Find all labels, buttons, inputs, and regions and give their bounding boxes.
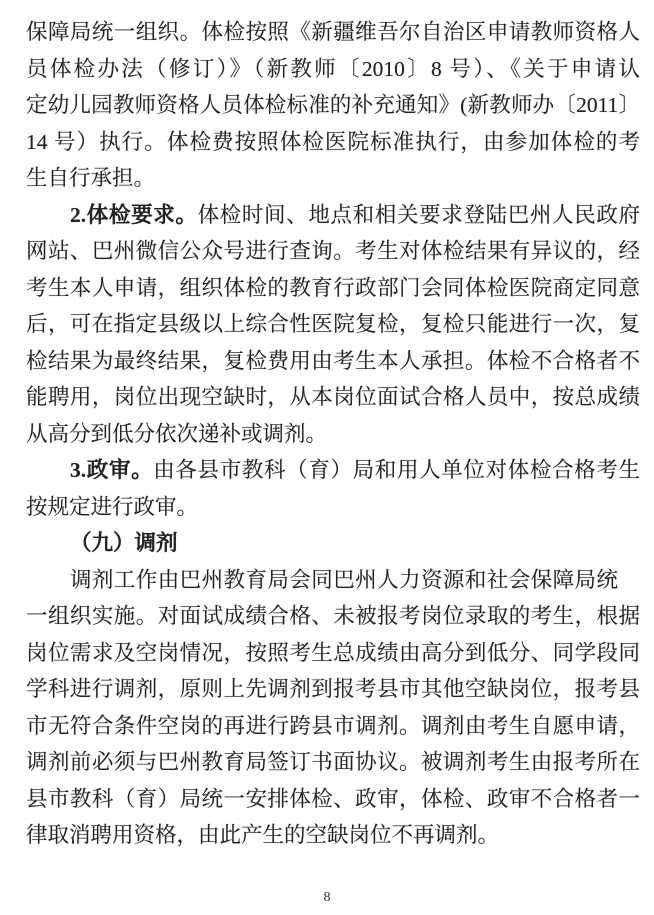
- section-heading-text: （九）调剂: [70, 531, 178, 555]
- line-text: 县市教科（育）局统一安排体检、政审，体检、政审不合格者一: [26, 786, 640, 811]
- page-number: 8: [323, 889, 331, 905]
- text-line: [26, 452, 640, 489]
- line-text: 学科进行调剂，原则上先调剂到报考县市其他空缺岗位，报考县: [26, 677, 640, 701]
- line-text: 岗位需求及空岗情况，按照考生总成绩由高分到低分、同学段同: [26, 640, 640, 665]
- text-line: [26, 379, 640, 416]
- line-text: 保障局统一组织。体检按照《新疆维吾尔自治区申请教师资格人: [26, 20, 640, 44]
- line-text: 调剂前必须与巴州教育局签订书面协议。被调剂考生由报考所在: [26, 750, 640, 774]
- numbered-item-label: 2.体检要求。: [70, 202, 198, 227]
- text-line: [26, 197, 640, 234]
- text-line: [26, 708, 640, 745]
- line-text: 能聘用，岗位出现空缺时，从本岗位面试合格人员中，按总成绩: [26, 385, 640, 409]
- line-text: 一组织实施。对面试成绩合格、未被报考岗位录取的考生，根据: [26, 604, 640, 628]
- text-line: [26, 87, 640, 124]
- text-line: [26, 489, 640, 526]
- text-line: [26, 671, 640, 708]
- line-text: 律取消聘用资格，由此产生的空缺岗位不再调剂。: [26, 823, 500, 847]
- line-text: 检结果为最终结果，复检费用由考生本人承担。体检不合格者不: [26, 348, 640, 373]
- text-line: [26, 160, 640, 197]
- line-text: 生自行承担。: [26, 166, 156, 190]
- text-line: [26, 14, 640, 51]
- line-text: 考生本人申请，组织体检的教育行政部门会同体检医院商定同意: [26, 275, 640, 300]
- line-text: 体检时间、地点和相关要求登陆巴州人民政府: [197, 202, 640, 227]
- text-line: [26, 416, 640, 453]
- line-text: 员体检办法（修订）》（新教师〔2010〕8 号）、《关于申请认: [26, 56, 640, 81]
- text-line: [26, 598, 640, 635]
- line-text: 网站、巴州微信公众号进行查询。考生对体检结果有异议的，经: [26, 239, 640, 263]
- line-text: 由各县市教科（育）局和用人单位对体检合格考生: [153, 458, 640, 482]
- section-heading: [26, 525, 640, 562]
- line-text: 按规定进行政审。: [26, 494, 199, 519]
- line-text: 14 号）执行。体检费按照体检医院标准执行，由参加体检的考: [26, 129, 640, 154]
- line-text: 市无符合条件空岗的再进行跨县市调剂。调剂由考生自愿申请，: [26, 713, 640, 738]
- text-line: [26, 124, 640, 161]
- line-text: 调剂工作由巴州教育局会同巴州人力资源和社会保障局统: [70, 567, 618, 592]
- text-line: [26, 306, 640, 343]
- text-line: [26, 51, 640, 88]
- text-line: [26, 635, 640, 672]
- line-text: 后，可在指定县级以上综合性医院复检，复检只能进行一次，复: [26, 312, 640, 336]
- text-line: [26, 343, 640, 380]
- text-line: [26, 817, 640, 854]
- line-text: 从高分到低分依次递补或调剂。: [26, 421, 328, 446]
- line-text: 定幼儿园教师资格人员体检标准的补充通知》(新教师办〔2011〕: [26, 93, 640, 117]
- text-line: [26, 781, 640, 818]
- text-line: [26, 744, 640, 781]
- numbered-item-label: 3.政审。: [70, 458, 154, 482]
- text-line: [26, 233, 640, 270]
- text-line: [26, 270, 640, 307]
- text-line: [26, 562, 640, 599]
